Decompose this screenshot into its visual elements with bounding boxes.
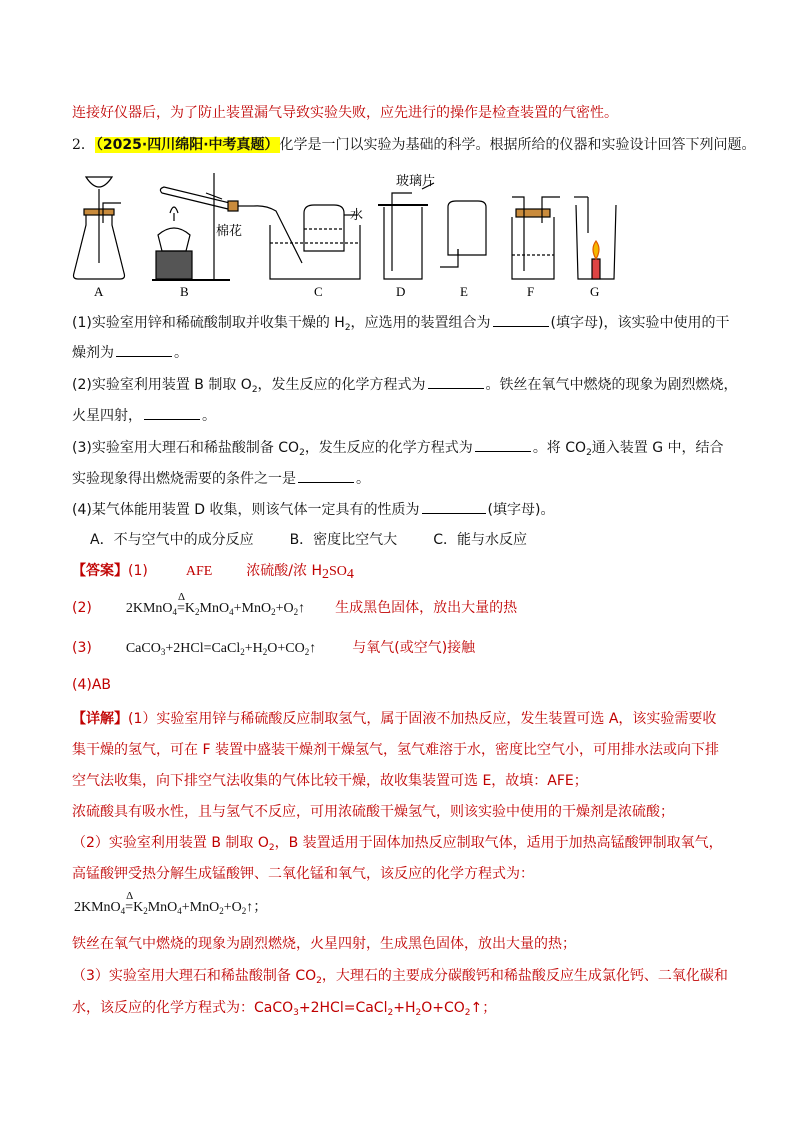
formula-part: +MnO [233,601,272,616]
q1-line1 [72,312,729,338]
detail-text: +H [393,1000,416,1016]
question-stem [72,135,756,155]
answer-blank [422,499,486,514]
q3-text-c: 。将 CO [532,440,587,456]
q1-text-c: (填字母)，该实验中使用的干 [550,315,730,331]
q1-text-b: ，应选用的装置组合为 [350,315,491,331]
intro-line: 连接好仪器后，为了防止装置漏气导致实验失败，应先进行的操作是检查装置的气密性。 [72,105,618,121]
q2-text-b: ，发生反应的化学方程式为 [257,377,426,393]
detail-text: ，大理石的主要成分碳酸钙和稀盐酸反应生成氯化钙、二氧化碳和 [321,968,728,984]
q2-text-c: 。铁丝在氧气中燃烧的现象为剧烈燃烧， [485,377,738,393]
label-f: F [527,284,535,299]
answer-label: 【答案】 [72,563,128,579]
question-stem-text: 化学是一门以实验为基础的科学。根据所给的仪器和实验设计回答下列问题。 [279,137,756,153]
formula-part: +MnO [181,900,220,915]
delta-symbol: Δ [126,890,134,902]
formula-part: 2KMnO [125,601,173,616]
delta-equals [125,890,144,918]
q3-line2 [72,468,370,489]
q2-text-d: 火星四射， [72,408,142,424]
q3-line1 [72,437,724,463]
q4-line [72,499,554,520]
q3-text-a: (3)实验室用大理石和稀盐酸制备 CO [72,440,300,456]
label-cotton: 棉花 [216,224,243,239]
answer-blank [475,437,531,452]
detail-line-2: 集干燥的氢气，可在 F 装置中盛装干燥剂干燥氢气，氢气难溶于水，密度比空气小，可用排水法或向下排 [72,742,719,758]
q2-text-a: (2)实验室利用装置 B 制取 O [72,377,252,393]
answer-line-4: (4)AB [72,677,112,693]
detail-line-4: 浓硫酸具有吸水性，且与氢气不反应，可用浓硫酸干燥氢气，则该实验中使用的干燥剂是浓硫酸； [72,804,674,820]
sub: 3 [293,1008,299,1018]
option-c: C．能与水反应 [433,532,527,548]
apparatus-c [254,205,360,279]
formula-part: +O [275,601,294,616]
answer-blank [116,342,172,357]
sub: 2 [240,647,245,657]
sub: 2 [219,906,224,916]
option-b: B．密度比空气大 [289,532,398,548]
answer-line-1 [72,561,354,585]
q3-text-e: 实验现象得出燃烧需要的条件之一是 [72,471,296,487]
answer-p1: (1) [128,563,148,579]
q3-sub: 2 [299,448,305,458]
sub: 2 [387,1008,394,1018]
apparatus-a [74,177,125,279]
answer-p3-value2: 与氧气(或空气)接触 [352,640,476,656]
q1-line2 [72,342,188,363]
q4-options [90,530,527,550]
formula-part: =K [125,900,144,915]
q2-line1 [72,374,738,400]
sub: 3 [160,647,166,657]
detail-text: +2HCl=CaCl [298,1000,388,1016]
sub: 4 [120,906,126,916]
formula-part: MnO [147,900,178,915]
label-d: D [396,284,406,299]
detail-line-6: 高锰酸钾受热分解生成锰酸钾、二氧化锰和氧气，该反应的化学方程式为： [72,866,534,882]
answer-p3-equation [126,641,316,656]
answer-p2-equation [125,591,306,617]
answer-line-3 [72,638,475,662]
label-e: E [460,284,468,299]
label-g: G [590,284,600,299]
answer-p1-value2: 浓硫酸/浓 H [246,563,322,579]
detail-text: (1）实验室用锌与稀硫酸反应制取氢气，属于固液不加热反应，发生装置可选 A，该实验需要收 [128,711,717,727]
formula-part: O+CO [267,641,305,656]
q2-sub: 2 [251,385,258,395]
sub: 2 [293,607,299,617]
apparatus-f [512,197,560,279]
formula-part: ↑； [246,900,268,915]
formula-part: ↑ [298,601,306,616]
answer-blank [298,468,354,483]
delta-symbol: Δ [178,591,186,603]
detail-line-8: 铁丝在氧气中燃烧的现象为剧烈燃烧，火星四射，生成黑色固体，放出大量的热； [72,936,576,952]
answer-blank [493,312,549,327]
delta-equals [177,591,196,619]
sub: 2 [322,567,329,582]
sub: 2 [262,647,268,657]
formula-part: 2KMnO [74,900,121,915]
sub: 4 [229,607,234,617]
detail-text: ↑； [470,1000,497,1016]
question-number: 2． [72,137,95,153]
q3-text-f: 。 [356,471,370,487]
apparatus-e [440,201,486,267]
apparatus-figure [66,163,626,303]
formula-part: +O [223,900,242,915]
detail-line-5 [72,833,723,858]
formula-part: SO [329,564,347,579]
sub: 4 [346,567,354,582]
answer-blank [428,374,484,389]
label-b: B [180,284,189,299]
source-tag: （2025·四川绵阳·中考真题） [95,137,279,153]
sub: 2 [304,647,310,657]
answer-blank [144,405,200,420]
formula-part: +2HCl=CaCl [165,641,241,656]
answer-p3: (3) [72,640,92,656]
detail-text: 水，该反应的化学方程式为：CaCO [72,1000,294,1016]
q1-sub: 2 [344,323,351,333]
sub: 2 [268,843,275,853]
formula-part: CaCO [125,641,161,656]
formula-part: =K [177,601,196,616]
sub: 2 [464,1008,471,1018]
q1-text-e: 。 [174,345,188,361]
q2-line2 [72,405,216,426]
detail-text: ，B 装置适用于固体加热反应制取气体，适用于加热高锰酸钾制取氧气， [274,835,723,851]
sub: 2 [143,906,148,916]
sub: 4 [172,607,178,617]
formula-part: MnO [199,601,230,616]
detail-text: O+CO [421,1000,465,1016]
apparatus-d [378,183,434,279]
q3-sub2: 2 [586,448,592,458]
option-a: A．不与空气中的成分反应 [90,532,254,548]
detail-line-10 [72,998,496,1023]
sub: 2 [195,607,200,617]
apparatus-g [574,197,616,279]
label-glass-sheet: 玻璃片 [396,174,436,189]
label-c: C [314,284,323,299]
detail-label: 【详解】 [72,711,128,727]
detail-text: （3）实验室用大理石和稀盐酸制备 CO [72,968,317,984]
formula-part: ↑ [309,641,317,656]
detail-equation-kmno4 [74,890,268,921]
sub: 2 [316,976,322,986]
q4-text-b: (填字母)。 [487,502,555,518]
sub: 4 [177,906,182,916]
answer-line-2 [72,591,518,622]
answer-p2-value2: 生成黑色固体，放出大量的热 [335,600,518,616]
q4-text-a: (4)某气体能用装置 D 收集，则该气体一定具有的性质为 [72,502,420,518]
sub: 2 [415,1008,422,1018]
detail-line-3: 空气法收集，向下排空气法收集的气体比较干燥，故收集装置可选 E，故填：AFE； [72,773,588,789]
q2-text-e: 。 [202,408,216,424]
q3-text-b: ，发生反应的化学方程式为 [304,440,473,456]
label-a: A [94,284,104,299]
detail-line-1 [72,709,716,729]
formula-part: +H [244,641,263,656]
answer-p2: (2) [72,600,92,616]
q1-text-a: (1)实验室用锌和稀硫酸制取并收集干燥的 H [72,315,345,331]
sub: 2 [241,906,247,916]
label-water: 水 [350,208,364,223]
sub: 2 [271,607,276,617]
detail-line-9 [72,966,728,991]
q3-text-d: 通入装置 G 中，结合 [591,440,724,456]
detail-text: （2）实验室利用装置 B 制取 O [72,835,269,851]
answer-p1-value: AFE [185,564,213,579]
q1-text-d: 燥剂为 [72,345,114,361]
